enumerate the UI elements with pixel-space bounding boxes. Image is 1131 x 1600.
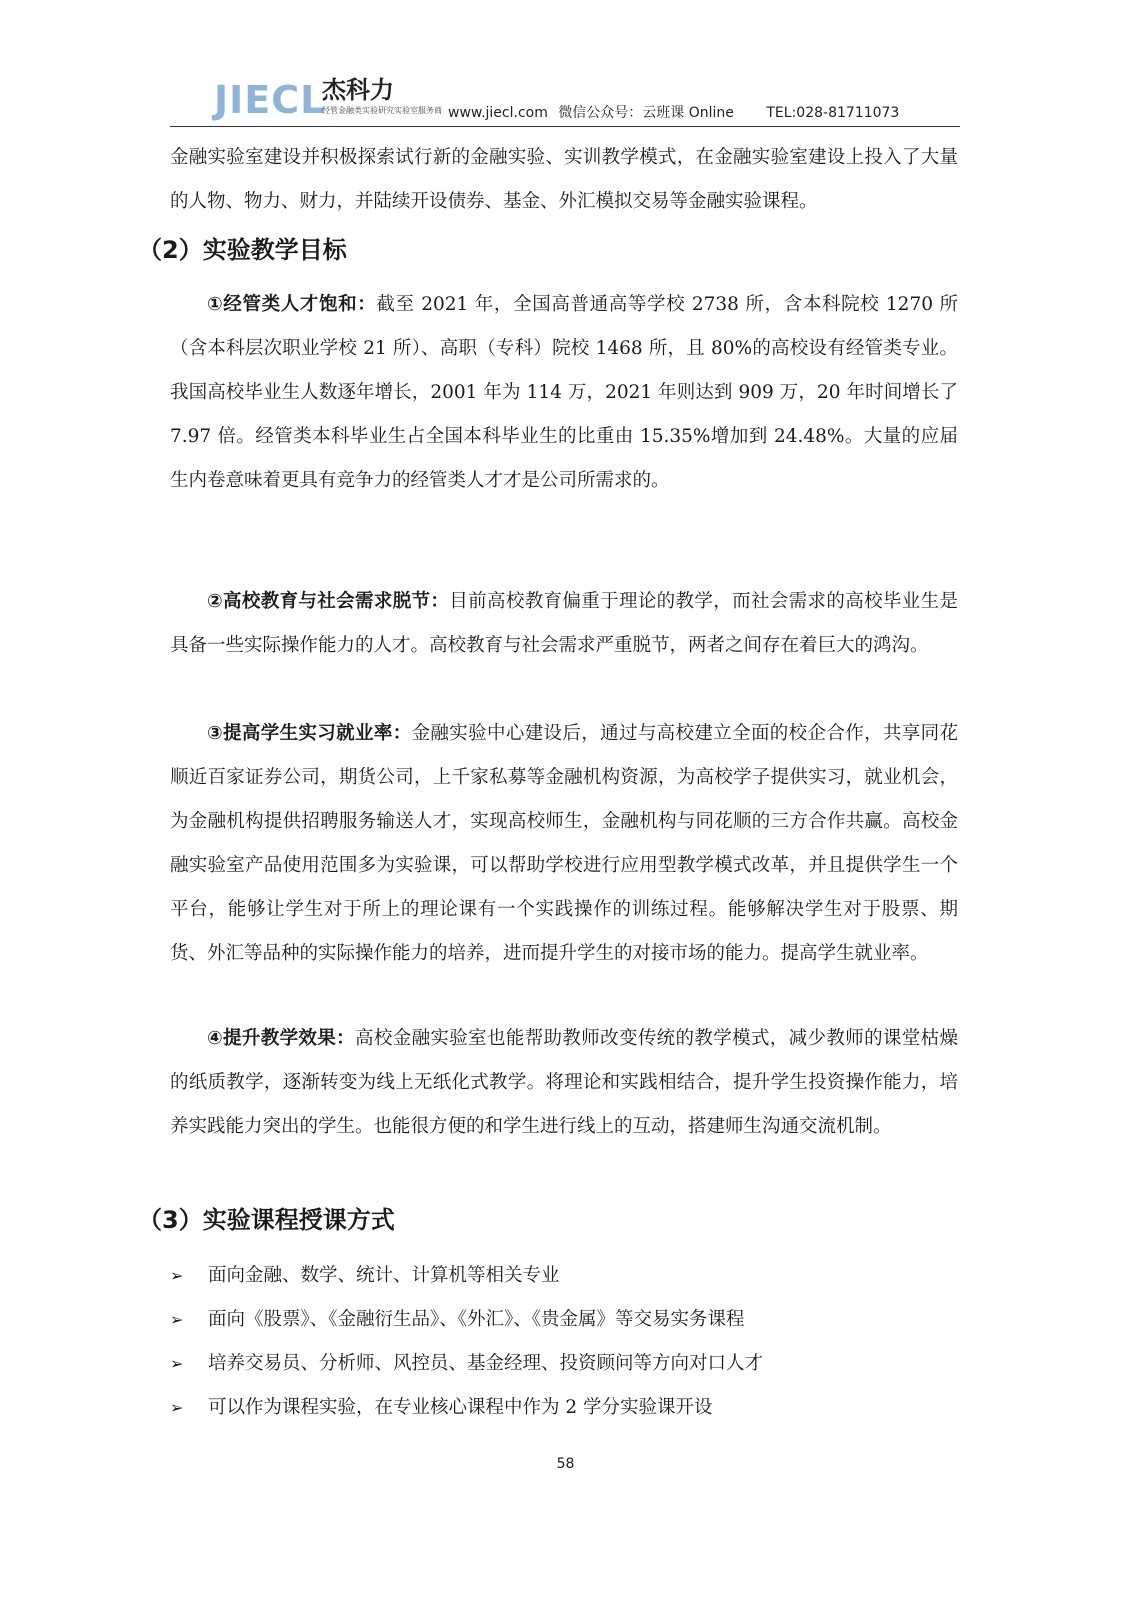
- intro-paragraph: 金融实验室建设并积极探索试行新的金融实验、实训教学模式，在金融实验室建设上投入了大量的人物、物力、财力，并陆续开设债券、基金、外汇模拟交易等金融实验课程。: [170, 147, 958, 212]
- list-item-text: 培养交易员、分析师、风控员、基金经理、投资顾问等方向对口人才: [208, 1353, 764, 1374]
- section2-item-3-text: 金融实验中心建设后，通过与高校建立全面的校企合作，共享同花顺近百家证券公司，期货公司，上千家私募等金融机构资源，为高校学子提供实习，就业机会，为金融机构提供招聘服务输送人才，实现高校师生，金融机构与同花顺的三方合作共赢。高校金融实验室产品使用范围多为实验课，可以帮助学校进行应用型教学模式改革，并且提供学生一个平台，能够让学生对于所上的理论课有一个实践操作的训练过程。能够解决学生对于股票、期货、外汇等品种的实际操作能力的培养，进而提升学生的对接市场的能力。提高学生就业率。: [170, 723, 958, 964]
- logo-slogan: 经管金融类实验研究实验室服务商: [322, 106, 442, 115]
- header-contact-info: [448, 104, 905, 122]
- section2-item-1-text: 截至 2021 年，全国高普通高等学校 2738 所，含本科院校 1270 所（含本科层次职业学校 21 所）、高职（专科）院校 1468 所，且 80%的高校设有经管类专业。我国高校毕业生人数逐年增长，2001 年为 114 万，2021 年则达到 909 万，20 年时间增长了 7.97 倍。经管类本科毕业生占全国本科毕业生的比重由 15.35%增加到 24.48%。大量的应届生内卷意味着更具有竞争力的经管类人才才是公司所需求的。: [170, 294, 958, 491]
- section2-item-3: [170, 712, 958, 976]
- page-header: [170, 74, 960, 126]
- list-item: [170, 1298, 958, 1342]
- section2-item-1: [170, 283, 958, 503]
- section2-item-2-title: ②高校教育与社会需求脱节：: [207, 591, 450, 612]
- list-item: [170, 1342, 958, 1386]
- section3-bullet-list: [170, 1254, 958, 1430]
- section2-item-2: [170, 580, 958, 668]
- arrow-bullet-icon: ➢: [170, 1266, 184, 1285]
- section2-item-4: [170, 1017, 958, 1149]
- section2-item-2-text: 目前高校教育偏重于理论的教学，而社会需求的高校毕业生是具备一些实际操作能力的人才。高校教育与社会需求严重脱节，两者之间存在着巨大的鸿沟。: [170, 591, 958, 656]
- section2-item-1-title: ①经管类人才饱和：: [207, 294, 377, 315]
- header-tel: TEL:028-81711073: [766, 105, 900, 121]
- arrow-bullet-icon: ➢: [170, 1354, 184, 1373]
- section2-item-4-text: 高校金融实验室也能帮助教师改变传统的教学模式，减少教师的课堂枯燥的纸质教学，逐渐转变为线上无纸化式教学。将理论和实践相结合，提升学生投资操作能力，培养实践能力突出的学生。也能很方便的和学生进行线上的互动，搭建师生沟通交流机制。: [170, 1028, 958, 1137]
- section2-heading: （2）实验教学目标: [138, 236, 347, 264]
- list-item: [170, 1254, 958, 1298]
- header-website: www.jiecl.com: [448, 105, 548, 121]
- section3-heading: （3）实验课程授课方式: [138, 1206, 395, 1234]
- arrow-bullet-icon: ➢: [170, 1310, 184, 1329]
- header-divider: [170, 126, 960, 127]
- page-number: 58: [556, 1456, 575, 1472]
- list-item: [170, 1386, 958, 1430]
- arrow-bullet-icon: ➢: [170, 1398, 184, 1417]
- logo-mark: JIECL: [214, 78, 326, 122]
- section2-item-3-title: ③提高学生实习就业率：: [207, 723, 412, 744]
- logo-name: 杰科力: [322, 76, 394, 104]
- header-wechat: 微信公众号：云班课 Online: [558, 105, 734, 121]
- list-item-text: 面向金融、数学、统计、计算机等相关专业: [208, 1265, 560, 1286]
- section2-item-4-title: ④提升教学效果：: [207, 1028, 355, 1049]
- list-item-text: 面向《股票》、《金融衍生品》、《外汇》、《贵金属》等交易实务课程: [208, 1309, 745, 1330]
- list-item-text: 可以作为课程实验，在专业核心课程中作为 2 学分实验课开设: [208, 1397, 713, 1418]
